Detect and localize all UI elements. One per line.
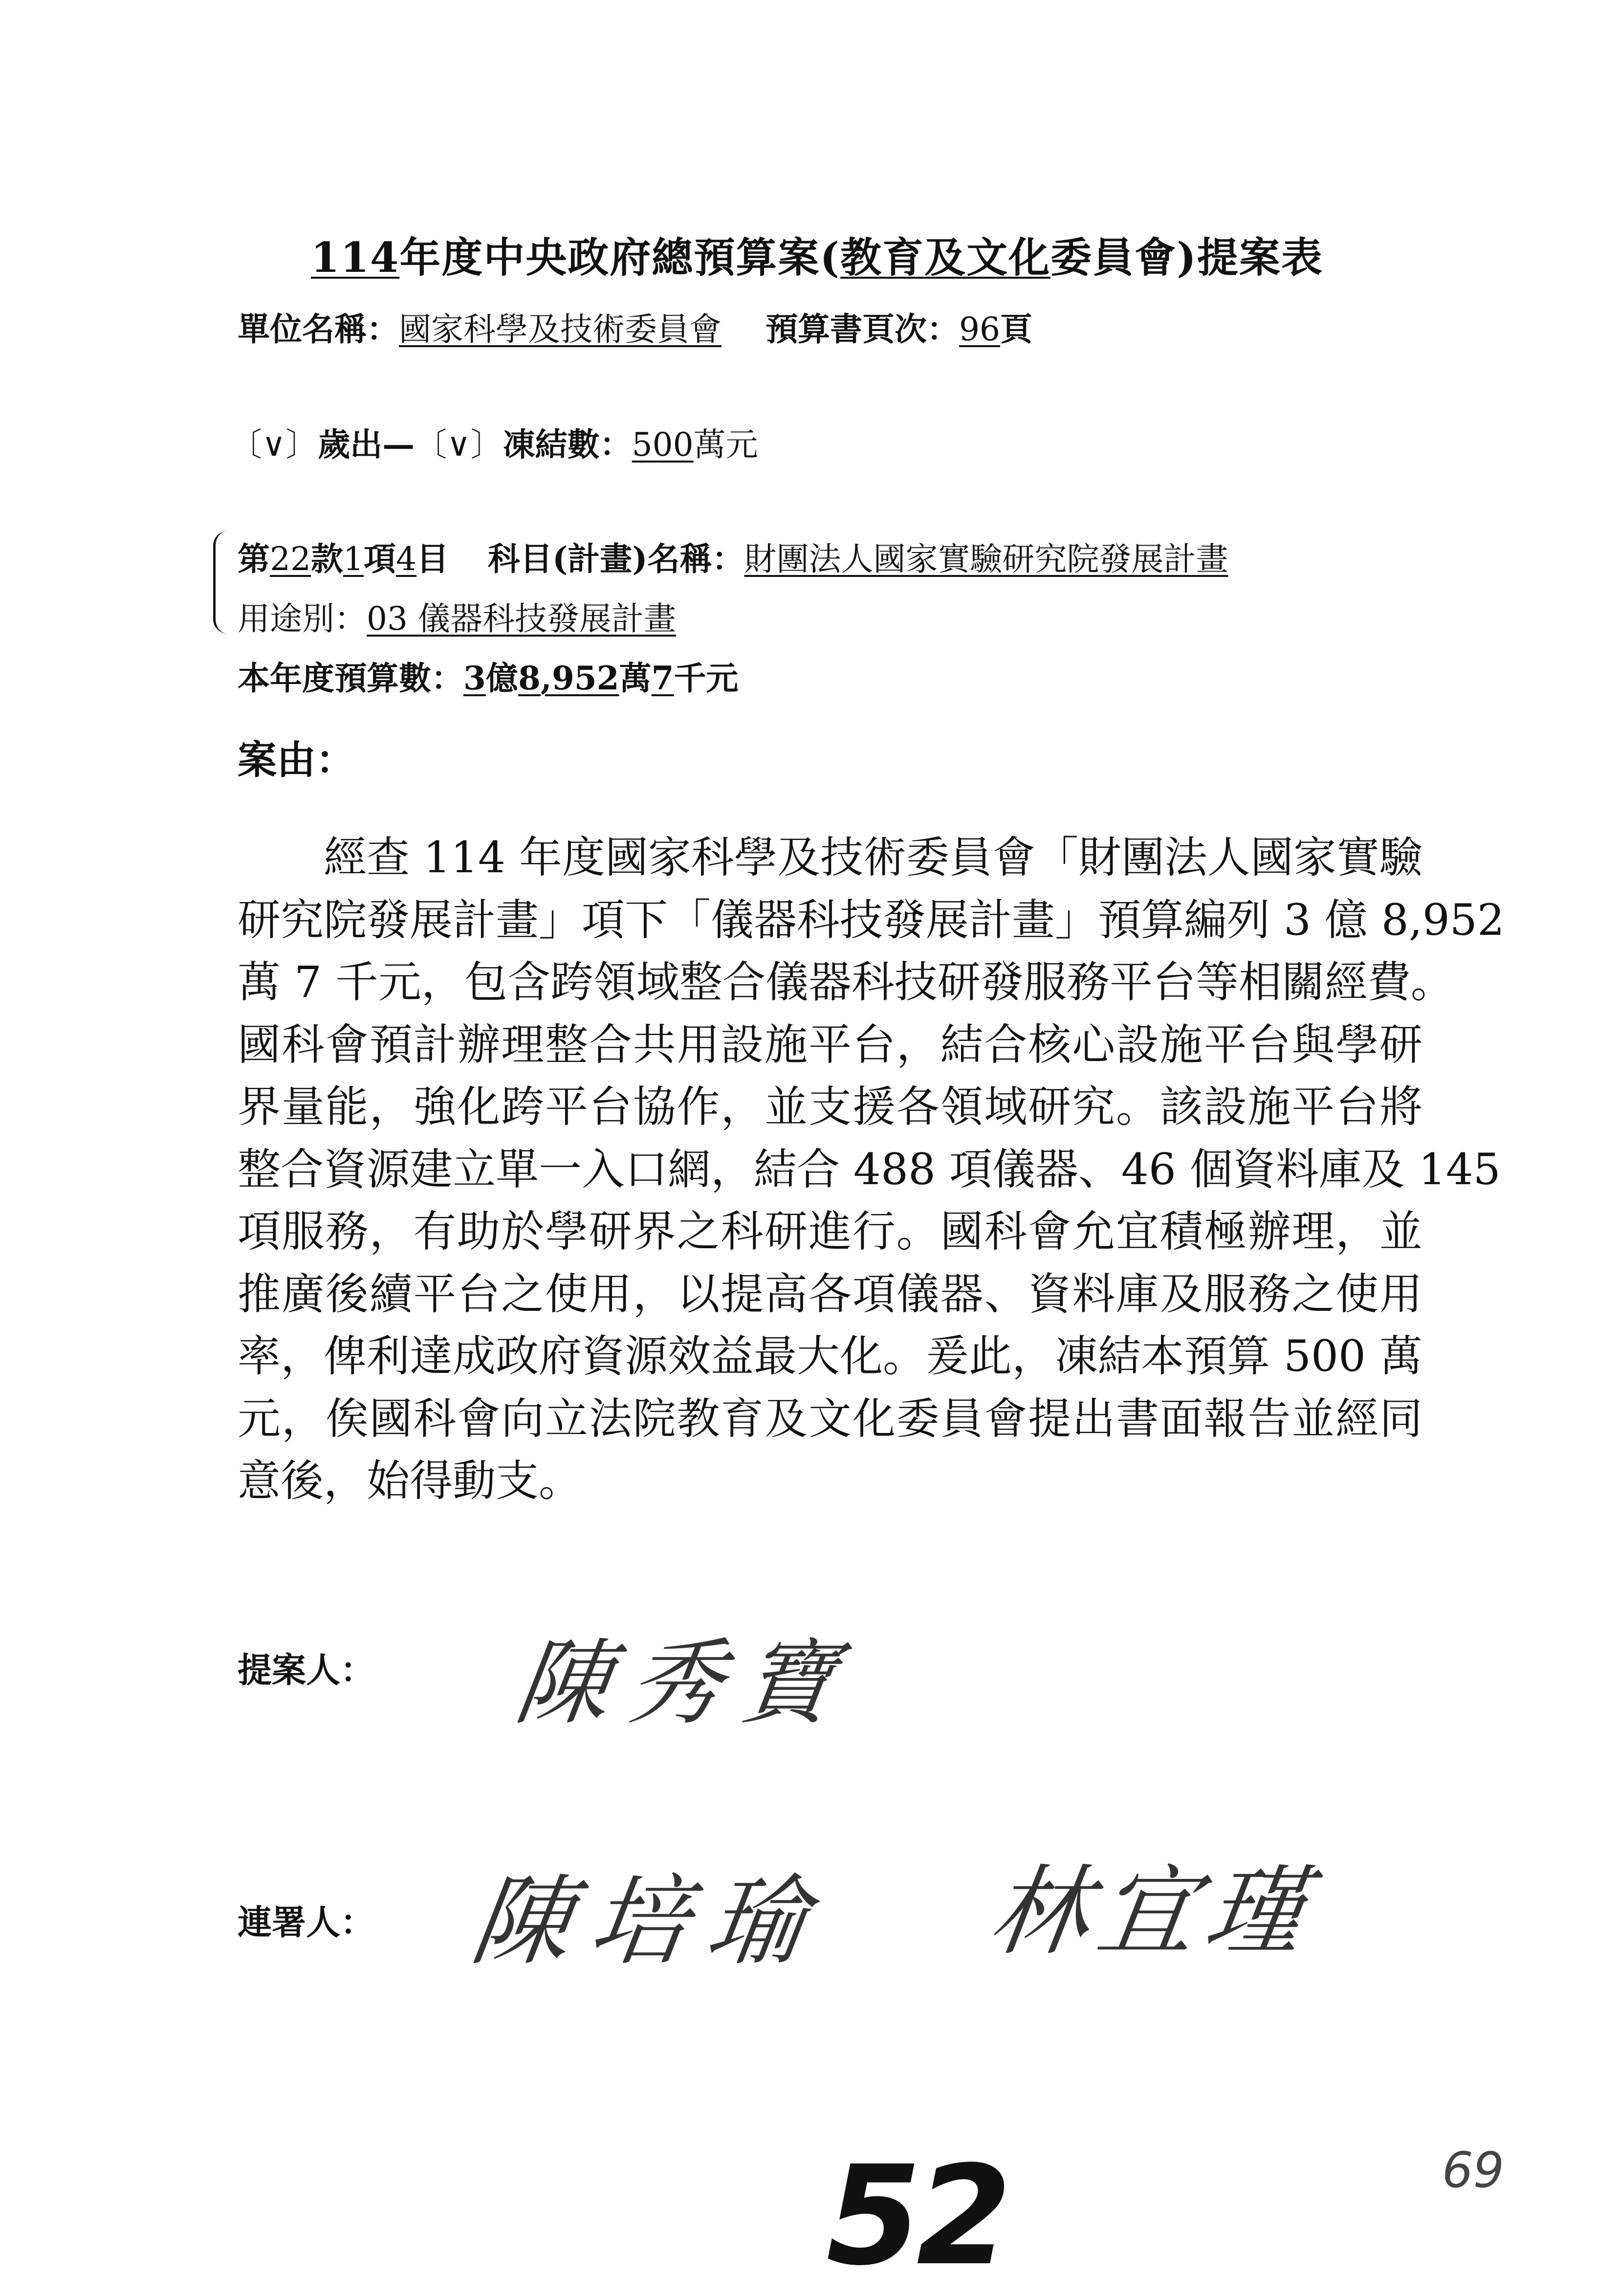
handwritten-number: 52 (826, 2137, 1007, 2296)
subject-label: 科目(計畫)名稱： (487, 540, 744, 578)
budget-yi: 3 (463, 659, 486, 697)
reason-heading: 案由： (238, 737, 355, 783)
budget-unit: 萬 (619, 659, 652, 697)
item-text: 第 (238, 540, 270, 578)
title-year: 114 (311, 233, 400, 282)
subject-value: 財團法人國家實驗研究院發展計畫 (744, 540, 1228, 578)
unit-line (238, 303, 1032, 350)
usage-line (238, 593, 676, 639)
reason-line: 推廣後續平台之使用，以提高各項儀器、資料庫及服務之使用 (238, 1268, 1422, 1319)
reason-line: 整合資源建立單一入口網，結合 488 項儀器、46 個資料庫及 145 (238, 1144, 1501, 1194)
page-title (311, 225, 1323, 284)
usage-label: 用途別： (238, 600, 367, 638)
reason-line: 元，俟國科會向立法院教育及文化委員會提出書面報告並經同 (238, 1393, 1422, 1444)
item-text: 項 (363, 540, 396, 578)
title-text-end: 委員會)提案表 (1050, 233, 1323, 282)
kuan-value: 22 (270, 540, 311, 578)
budget-line (238, 652, 739, 699)
page-ref-unit: 頁 (1000, 310, 1032, 348)
unit-label: 單位名稱： (238, 310, 399, 348)
page-ref-label: 預算書頁次： (765, 310, 959, 348)
reason-line: 界量能，強化跨平台協作，並支援各領域研究。該設施平台將 (238, 1082, 1422, 1132)
reason-line: 研究院發展計畫」項下「儀器科技發展計畫」預算編列 3 億 8,952 (238, 894, 1505, 945)
item-text: 款 (310, 540, 343, 578)
budget-unit: 億 (485, 659, 518, 697)
freeze-amount: 500 (632, 426, 694, 464)
cosigner-signature: 陳培瑜 (465, 1865, 833, 1979)
usage-value: 03 儀器科技發展計畫 (367, 600, 676, 638)
title-committee: 教育及文化 (840, 233, 1051, 282)
reason-line: 經查 114 年度國家科學及技術委員會「財團法人國家實驗 (324, 832, 1422, 883)
budget-wan: 8,952 (518, 659, 619, 697)
cosigner-signature: 林宜瑾 (983, 1855, 1322, 1969)
mu-value: 4 (395, 540, 416, 578)
expenditure-checkbox: 〔∨〕 (230, 426, 318, 464)
item-text: 目 (416, 540, 449, 578)
freeze-checkbox: 〔∨〕 (415, 426, 503, 464)
bracket-mark (213, 531, 230, 634)
expenditure-label: 歲出— (318, 425, 415, 464)
reason-line: 國科會預計辦理整合共用設施平台，結合核心設施平台與學研 (238, 1019, 1422, 1070)
reason-line: 意後，始得動支。 (238, 1456, 582, 1506)
freeze-unit: 萬元 (693, 426, 758, 464)
freeze-line (230, 419, 758, 465)
reason-line: 率，俾利達成政府資源效益最大化。爰此，凍結本預算 500 萬 (238, 1331, 1422, 1381)
reason-line: 項服務，有助於學研界之科研進行。國科會允宜積極辦理，並 (238, 1206, 1422, 1257)
proposer-label: 提案人： (238, 1650, 374, 1690)
reason-line: 萬 7 千元，包含跨領域整合儀器科技研發服務平台等相關經費。 (238, 957, 1454, 1007)
item-line (238, 533, 1228, 579)
page-number: 69 (1442, 2141, 1505, 2199)
freeze-label: 凍結數： (503, 425, 632, 464)
unit-value: 國家科學及技術委員會 (399, 310, 722, 348)
page-ref-value: 96 (959, 310, 1000, 348)
budget-qian: 7 (651, 659, 674, 697)
cosigner-label: 連署人： (238, 1902, 374, 1943)
reason-paragraph (238, 826, 1505, 1512)
budget-label: 本年度預算數： (238, 659, 463, 697)
proposer-signature: 陳秀寶 (509, 1629, 862, 1737)
title-text: 年度中央政府總預算案( (399, 233, 841, 282)
budget-unit: 千元 (674, 659, 739, 697)
xiang-value: 1 (343, 540, 364, 578)
